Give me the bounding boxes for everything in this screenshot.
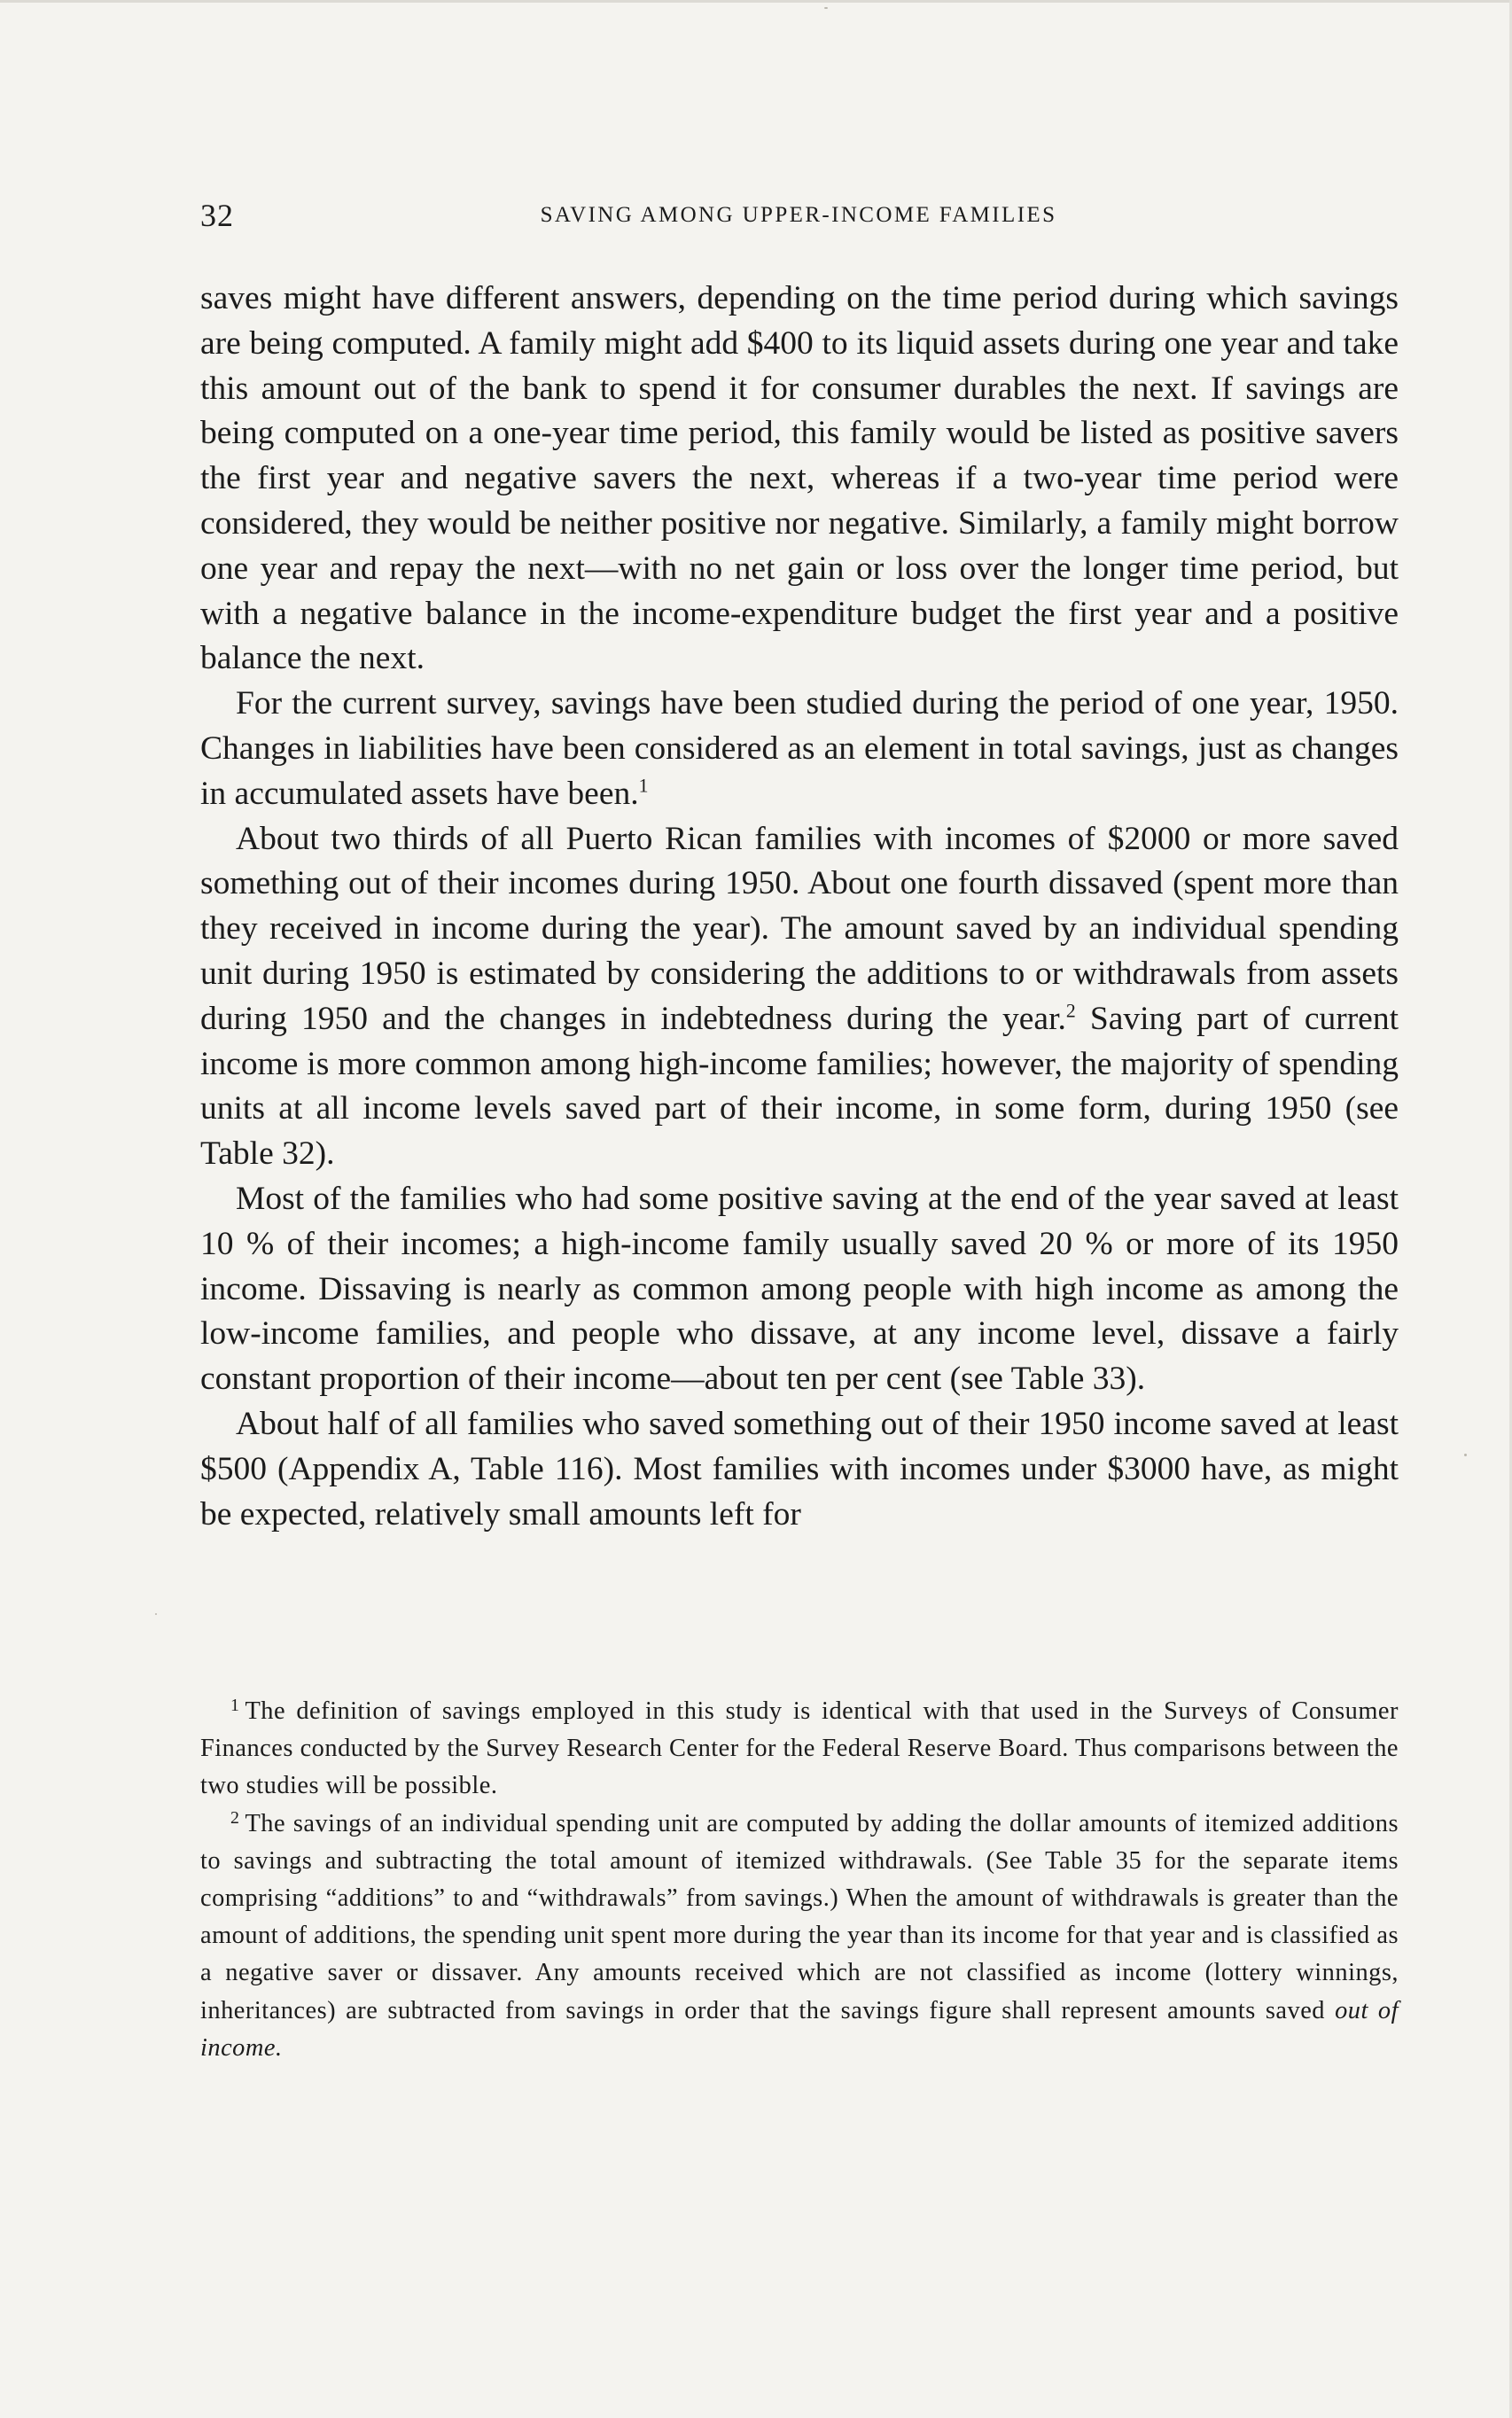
paragraph-2-text: For the current survey, savings have been studied during the period of one year, 1950. Changes in liabilities have been considered as an element in total savings, just as changes in accumulated assets have been. <box>200 685 1399 812</box>
paragraph-4-text: Most of the families who had some positive saving at the end of the year saved at least 10 % of their incomes; a high-income family usually saved 20 % or more of its 1950 income. Dissaving is nearly as common among people with high income as among the low-income families, and people who dissave, at any income level, dissave a fairly constant proportion of their income—about ten per cent (see Table 33). <box>200 1180 1399 1398</box>
footnote-1-text: The definition of savings employed in this study is identical with that used in the Surveys of Consumer Finances conducted by the Survey Research Center for the Federal Reserve Board. Thus comparisons between the two studies will be possible. <box>200 1697 1399 1800</box>
running-title: SAVING AMONG UPPER-INCOME FAMILIES <box>540 203 1057 227</box>
paper-speck <box>1464 1454 1467 1456</box>
running-header <box>200 193 1397 238</box>
paragraph-5-text: About half of all families who saved something out of their 1950 income saved at least $500 (Appendix A, Table 116). Most families with incomes under $3000 have, as might be expected, relatively small amounts left for <box>200 1405 1399 1533</box>
page-number: 32 <box>200 198 234 233</box>
body-text <box>200 277 1399 1537</box>
paragraph-3-text-a: About two thirds of all Puerto Rican families with incomes of $2000 or more saved something out of their incomes during 1950. About one fourth dissaved (spent more than they received in income during the year). The amount saved by an individual spending unit during 1950 is estimated by considering the additions to or withdrawals from assets during 1950 and the changes in indebtedness during the year. <box>200 820 1399 1037</box>
footnote-2-text: The savings of an individual spending unit are computed by adding the dollar amounts of itemized additions to savings and subtracting the total amount of itemized withdrawals. (See Table 35 for the separate items comprising “additions” to and “withdrawals” from savings.) When the amount of withdrawals is greater than the amount of additions, the spending unit spent more during the year than its income for that year and is classified as a negative saver or dissaver. Any amounts received which are not classified as income (lottery winnings, inheritances) are subtracted from savings in order that the savings figure shall represent amounts saved <box>200 1809 1399 2024</box>
footnote-1 <box>200 1693 1399 1806</box>
footnote-ref-1: 1 <box>638 775 649 797</box>
footnote-2-mark: 2 <box>230 1807 240 1828</box>
page-top-edge <box>0 0 1512 3</box>
paragraph-4 <box>200 1177 1399 1402</box>
paper-speck <box>824 7 828 9</box>
footnote-2 <box>200 1806 1399 2067</box>
footnote-2-emphasis: out of income. <box>200 1996 1399 2062</box>
paragraph-2 <box>200 682 1399 816</box>
footnotes <box>200 1693 1399 2067</box>
paragraph-5 <box>200 1402 1399 1537</box>
paragraph-3 <box>200 817 1399 1177</box>
paper-speck <box>155 1613 157 1615</box>
paragraph-1-text: saves might have different answers, depending on the time period during which savings are being computed. A family might add $400 to its liquid assets during one year and take this amount out of the bank to spend it for consumer durables the next. If savings are being computed on a one-year time period, this family would be listed as positive savers the first year and negative savers the next, whereas if a two-year time period were considered, they would be neither positive nor negative. Similarly, a family might borrow one year and repay the next—with no net gain or loss over the longer time period, but with a negative balance in the income-expenditure budget the first year and a positive balance the next. <box>200 280 1399 677</box>
paragraph-3-text-b: Saving part of current income is more common among high-income families; however, the majority of spending units at all income levels saved part of their income, in some form, during 1950 (see Table 32). <box>200 1000 1399 1173</box>
paragraph-1 <box>200 277 1399 682</box>
footnote-1-mark: 1 <box>230 1696 240 1716</box>
footnote-ref-2: 2 <box>1065 1000 1076 1022</box>
